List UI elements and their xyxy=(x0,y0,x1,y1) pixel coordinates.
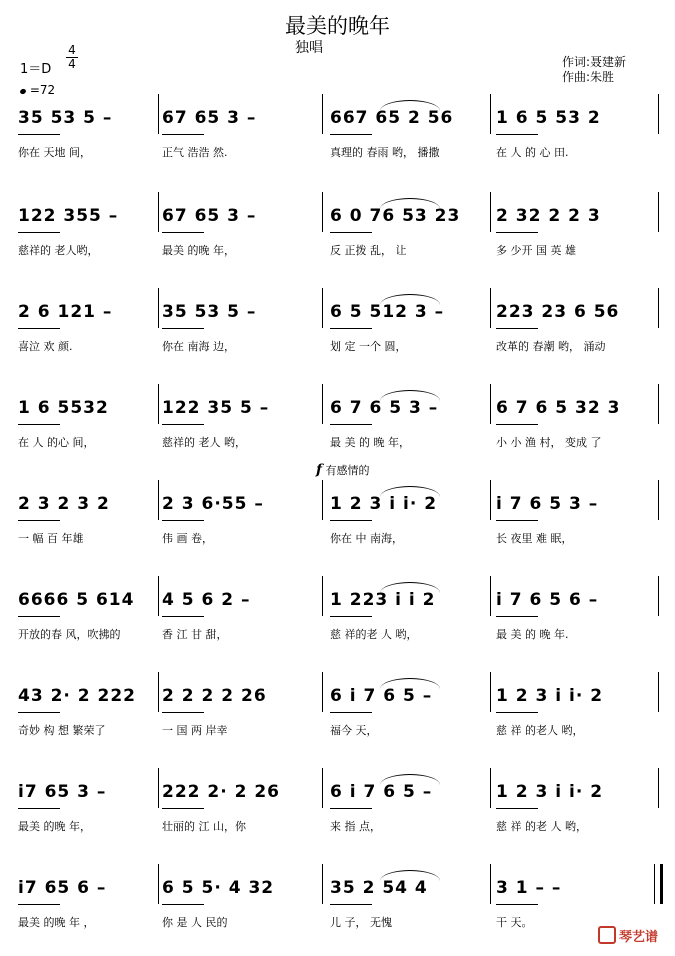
slur-mark xyxy=(380,294,440,305)
measure-lyrics: 在 人 的 心 田. xyxy=(496,146,569,159)
measure-notes: 1 6 5532 xyxy=(18,398,109,418)
beam-line xyxy=(18,904,60,905)
measure-notes: 3 1 – – xyxy=(496,878,562,898)
barline xyxy=(490,672,491,712)
logo-text: 琴艺谱 xyxy=(619,930,659,945)
barline xyxy=(490,288,491,328)
measure-lyrics: 来 指 点， xyxy=(330,820,381,833)
slur-mark xyxy=(380,774,440,785)
measure-lyrics: 你在 天地 间， xyxy=(18,146,91,159)
barline xyxy=(658,480,659,520)
slur-mark xyxy=(380,678,440,689)
barline xyxy=(658,768,659,808)
measure-notes: 35 2 54 4 xyxy=(330,878,428,898)
measure-notes: 4 5 6 2 – xyxy=(162,590,251,610)
barline xyxy=(490,768,491,808)
beam-line xyxy=(330,424,372,425)
barline xyxy=(490,480,491,520)
beam-line xyxy=(496,808,538,809)
barline xyxy=(158,672,159,712)
beam-line xyxy=(330,232,372,233)
measure-lyrics: 最美 的晚 年， xyxy=(18,820,91,833)
slur-mark xyxy=(380,486,440,497)
measure-notes: 6666 5 614 xyxy=(18,590,135,610)
beam-line xyxy=(496,232,538,233)
barline xyxy=(658,94,659,134)
beam-line xyxy=(18,232,60,233)
barline xyxy=(658,672,659,712)
beam-line xyxy=(18,712,60,713)
beam-line xyxy=(496,134,538,135)
measure-notes: 6 5 512 3 – xyxy=(330,302,445,322)
beam-line xyxy=(496,616,538,617)
measure-lyrics: 最 美 的 晚 年， xyxy=(330,436,410,449)
measure-lyrics: 慈 祥的老 人 哟， xyxy=(330,628,418,641)
barline xyxy=(322,94,323,134)
measure-notes: 122 355 – xyxy=(18,206,119,226)
measure-lyrics: 最美 的晚 年， xyxy=(162,244,235,257)
barline xyxy=(490,576,491,616)
measure-notes: 6 i 7 6 5 – xyxy=(330,782,433,802)
barline xyxy=(658,384,659,424)
measure-lyrics: 你在 南海 边， xyxy=(162,340,235,353)
barline xyxy=(322,192,323,232)
measure-notes: 2 3 6·55 – xyxy=(162,494,264,514)
beam-line xyxy=(496,904,538,905)
final-barline xyxy=(654,864,663,904)
beam-line xyxy=(162,328,204,329)
slur-mark xyxy=(380,870,440,881)
beam-line xyxy=(330,904,372,905)
measure-lyrics: 开放的春 风，吹拂的 xyxy=(18,628,121,641)
measure-lyrics: 香 江 甘 甜， xyxy=(162,628,228,641)
measure-lyrics: 慈 祥 的老人 哟， xyxy=(496,724,584,737)
barline xyxy=(158,384,159,424)
measure-notes: 2 2 2 2 26 xyxy=(162,686,267,706)
slur-mark xyxy=(380,390,440,401)
barline xyxy=(490,864,491,904)
measure-lyrics: 慈祥的 老人 哟， xyxy=(162,436,246,449)
measure-lyrics: 长 夜里 难 眠， xyxy=(496,532,573,545)
beam-line xyxy=(162,520,204,521)
meter-bottom: 4 xyxy=(68,57,76,71)
barline xyxy=(158,288,159,328)
expression-text: 有感情的 xyxy=(325,464,370,477)
barline xyxy=(158,480,159,520)
barline xyxy=(322,576,323,616)
measure-lyrics: 伟 画 卷， xyxy=(162,532,213,545)
beam-line xyxy=(330,328,372,329)
measure-lyrics: 真理的 春雨 哟， 播撒 xyxy=(330,146,440,159)
measure-notes: 6 5 5· 4 32 xyxy=(162,878,275,898)
measure-notes: 1 2 3 i i· 2 xyxy=(330,494,438,514)
beam-line xyxy=(330,808,372,809)
beam-line xyxy=(18,808,60,809)
measure-notes: 2 32 2 2 3 xyxy=(496,206,601,226)
beam-line xyxy=(330,712,372,713)
measure-lyrics: 喜泣 欢 颜. xyxy=(18,340,73,353)
barline xyxy=(158,576,159,616)
expression-marking xyxy=(316,462,370,478)
barline xyxy=(490,192,491,232)
measure-lyrics: 慈 祥 的老 人 哟， xyxy=(496,820,587,833)
barline xyxy=(658,576,659,616)
slur-mark xyxy=(380,198,440,209)
measure-lyrics: 反 正拨 乱， 让 xyxy=(330,244,407,257)
meter-top: 4 xyxy=(66,44,78,58)
composer: 作曲:朱胜 xyxy=(562,70,615,84)
subtitle: 独唱 xyxy=(295,40,323,56)
measure-notes: 667 65 2 56 xyxy=(330,108,454,128)
page-title: 最美的晚年 xyxy=(285,14,390,38)
beam-line xyxy=(330,520,372,521)
measure-lyrics: 儿 子， 无愧 xyxy=(330,916,392,929)
barline xyxy=(158,768,159,808)
barline xyxy=(322,768,323,808)
measure-lyrics: 一 国 两 岸幸 xyxy=(162,724,228,737)
beam-line xyxy=(162,616,204,617)
measure-lyrics: 慈祥的 老人哟， xyxy=(18,244,99,257)
logo-icon xyxy=(598,926,616,944)
barline xyxy=(158,864,159,904)
measure-notes: 6 7 6 5 32 3 xyxy=(496,398,621,418)
measure-notes: 1 2 3 i i· 2 xyxy=(496,782,604,802)
measure-lyrics: 你在 中 南海， xyxy=(330,532,403,545)
measure-lyrics: 最美 的晚 年 ， xyxy=(18,916,95,929)
measure-lyrics: 一 幅 百 年雄 xyxy=(18,532,84,545)
measure-notes: 6 i 7 6 5 – xyxy=(330,686,433,706)
measure-lyrics: 正气 浩浩 然. xyxy=(162,146,228,159)
barline xyxy=(322,384,323,424)
site-logo xyxy=(598,926,658,945)
measure-notes: 223 23 6 56 xyxy=(496,302,620,322)
measure-lyrics: 干 天。 xyxy=(496,916,533,929)
barline xyxy=(158,192,159,232)
measure-notes: 2 6 121 – xyxy=(18,302,113,322)
measure-notes: 67 65 3 – xyxy=(162,206,257,226)
credits xyxy=(562,55,626,85)
measure-lyrics: 小 小 渔 村， 变成 了 xyxy=(496,436,602,449)
measure-notes: 1 6 5 53 2 xyxy=(496,108,601,128)
measure-notes: i7 65 3 – xyxy=(18,782,107,802)
measure-notes: 35 53 5 – xyxy=(18,108,113,128)
beam-line xyxy=(18,520,60,521)
measure-notes: 122 35 5 – xyxy=(162,398,270,418)
barline xyxy=(322,864,323,904)
key-signature: 1＝D xyxy=(20,62,52,77)
beam-line xyxy=(162,232,204,233)
barline xyxy=(322,288,323,328)
beam-line xyxy=(496,328,538,329)
beam-line xyxy=(18,134,60,135)
measure-notes: 35 53 5 – xyxy=(162,302,257,322)
barline xyxy=(658,288,659,328)
measure-notes: i 7 6 5 6 – xyxy=(496,590,599,610)
measure-notes: 6 0 76 53 23 xyxy=(330,206,461,226)
barline xyxy=(158,94,159,134)
barline xyxy=(322,672,323,712)
beam-line xyxy=(330,134,372,135)
measure-lyrics: 改革的 春潮 哟， 涌动 xyxy=(496,340,606,353)
measure-notes: 222 2· 2 26 xyxy=(162,782,281,802)
barline xyxy=(490,94,491,134)
measure-lyrics: 你 是 人 民的 xyxy=(162,916,228,929)
measure-lyrics: 划 定 一个 圆， xyxy=(330,340,407,353)
measure-notes: 1 2 3 i i· 2 xyxy=(496,686,604,706)
beam-line xyxy=(162,134,204,135)
measure-notes: 2 3 2 3 2 xyxy=(18,494,110,514)
beam-line xyxy=(162,424,204,425)
measure-lyrics: 在 人 的心 间， xyxy=(18,436,95,449)
dynamic-mark: f xyxy=(316,462,323,478)
measure-lyrics: 多 少开 国 英 雄 xyxy=(496,244,576,257)
lyricist: 作词:聂建新 xyxy=(562,55,627,69)
beam-line xyxy=(496,712,538,713)
measure-lyrics: 福今 天， xyxy=(330,724,378,737)
measure-lyrics: 奇妙 构 想 繁荣了 xyxy=(18,724,106,737)
beam-line xyxy=(162,712,204,713)
tempo-marking xyxy=(20,83,55,97)
measure-notes: i7 65 6 – xyxy=(18,878,107,898)
measure-lyrics: 壮丽的 江 山，你 xyxy=(162,820,246,833)
beam-line xyxy=(18,424,60,425)
measure-notes: 43 2· 2 222 xyxy=(18,686,137,706)
tempo-value: =72 xyxy=(29,83,56,97)
beam-line xyxy=(496,520,538,521)
measure-notes: 6 7 6 5 3 – xyxy=(330,398,439,418)
measure-lyrics: 最 美 的 晚 年. xyxy=(496,628,569,641)
barline xyxy=(658,192,659,232)
measure-notes: i 7 6 5 3 – xyxy=(496,494,599,514)
beam-line xyxy=(496,424,538,425)
barline xyxy=(322,480,323,520)
beam-line xyxy=(162,808,204,809)
time-signature xyxy=(66,44,78,71)
slur-mark xyxy=(380,582,440,593)
slur-mark xyxy=(380,100,440,111)
measure-notes: 1 223 i i 2 xyxy=(330,590,436,610)
quarter-note-icon xyxy=(19,88,26,95)
barline xyxy=(490,384,491,424)
beam-line xyxy=(330,616,372,617)
beam-line xyxy=(18,328,60,329)
beam-line xyxy=(18,616,60,617)
measure-notes: 67 65 3 – xyxy=(162,108,257,128)
beam-line xyxy=(162,904,204,905)
